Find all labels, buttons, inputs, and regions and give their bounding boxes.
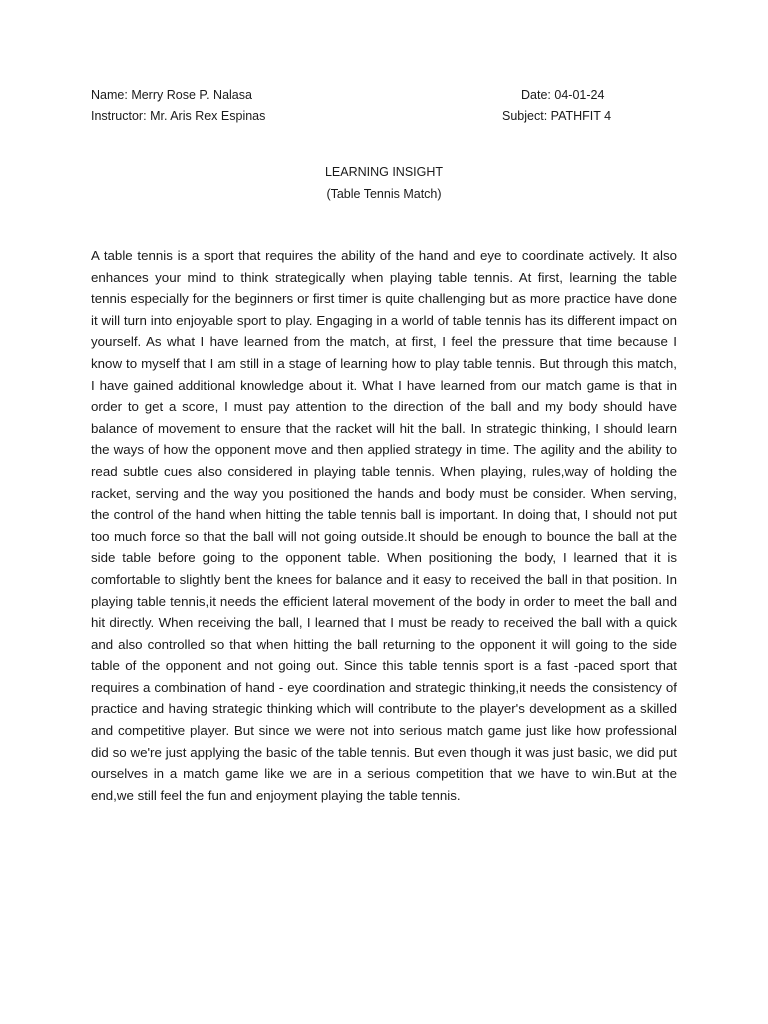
subject-value: PATHFIT 4	[550, 109, 612, 123]
subject-label: Subject:	[502, 109, 548, 123]
date-value: 04-01-24	[554, 88, 605, 102]
name-label: Name:	[91, 88, 128, 102]
document-subtitle: (Table Tennis Match)	[326, 187, 442, 201]
subject-line	[502, 106, 611, 127]
name-line	[91, 85, 265, 106]
instructor-line	[91, 106, 265, 127]
header-left	[91, 85, 265, 127]
name-value: Merry Rose P. Nalasa	[131, 88, 252, 102]
body-paragraph: A table tennis is a sport that requires the ability of the hand and eye to coordinate actively. It also enhances your mind to think strategically when playing table tennis. At first, learning the table tennis especially for the beginners or first timer is quite challenging but as more practice have done it will turn into enjoyable sport to play. Engaging in a world of table tennis has its different impact on yourself. As what I have learned from the match, at first, I feel the pressure that time because I know to myself that I am still in a stage of learning how to play table tennis. But through this match, I have gained additional knowledge about it. What I have learned from our match game is that in order to get a score, I must pay attention to the direction of the ball and my body should have balance of movement to ensure that the racket will hit the ball. In strategic thinking, I should learn the ways of how the opponent move and then applied strategy in time. The agility and the ability to read subtle cues also considered in playing table tennis. When playing, rules,way of holding the racket, serving and the way you positioned the hands and body must be consider. When serving, the control of the hand when hitting the table tennis ball is important. In doing that, I should not put too much force so that the ball will not going outside.It should be enough to bounce the ball at the side table before going to the opponent table. When positioning the body, I learned that it is comfortable to slightly bent the knees for balance and it easy to received the ball in that position. In playing table tennis,it needs the efficient lateral movement of the body in order to meet the ball and hit directly. When receiving the ball, I learned that I must be ready to received the ball with a quick and also controlled so that when hitting the ball returning to the opponent it will going to the side table of the opponent and not going out. Since this table tennis sport is a fast -paced sport that requires a combination of hand - eye coordination and strategic thinking,it needs the consistency of practice and having strategic thinking which will contribute to the player's development as a skilled and competitive player. But since we were not into serious match game just like how professional did so we're just applying the basic of the table tennis. But even though it was just basic, we did put ourselves in a match game like we are in a serious competition that we have to win.But at the end,we still feel the fun and enjoyment playing the table tennis.	[91, 248, 677, 803]
instructor-label: Instructor:	[91, 109, 147, 123]
header-right	[502, 85, 611, 127]
document-title: LEARNING INSIGHT	[324, 165, 444, 179]
instructor-value: Mr. Aris Rex Espinas	[150, 109, 266, 123]
date-line	[502, 85, 611, 106]
date-label: Date:	[521, 88, 551, 102]
title-block	[0, 161, 768, 205]
